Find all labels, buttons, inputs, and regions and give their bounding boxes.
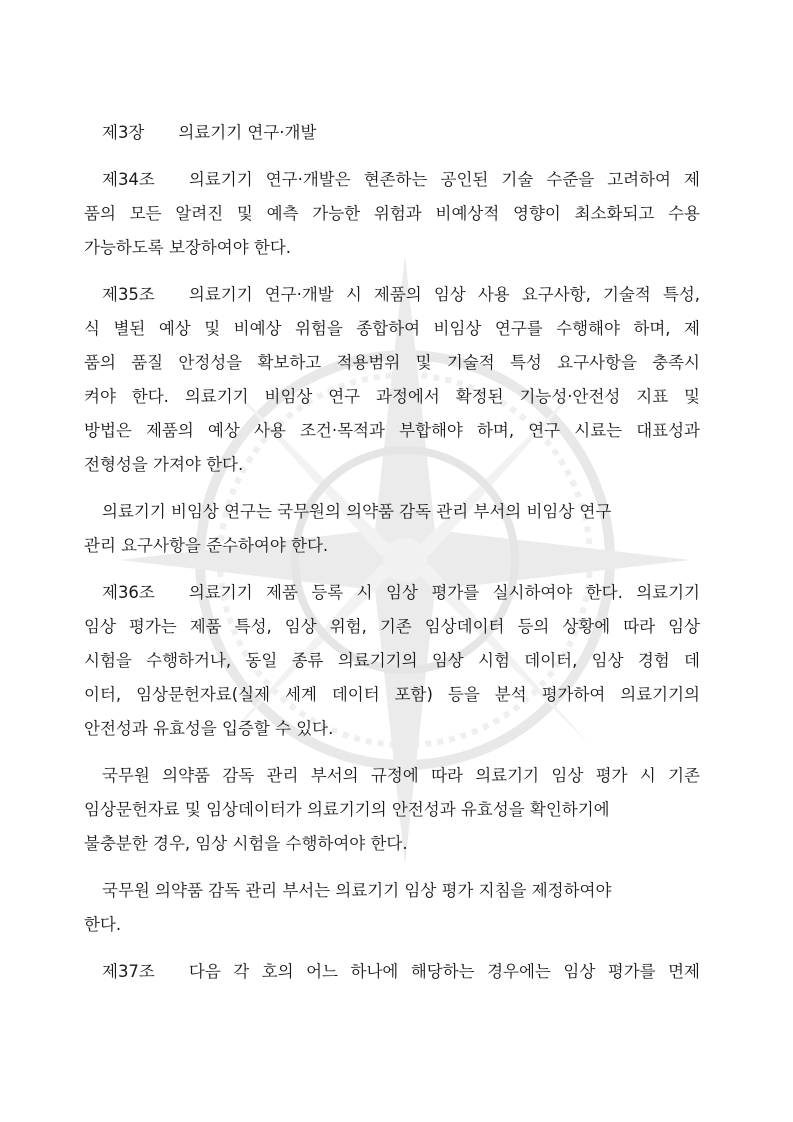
article-35-line-2: 식 별된 예상 및 비예상 위험을 종합하여 비임상 연구를 수행해야 하며, 제 (84, 319, 700, 338)
article-36-para-2-line-3: 불충분한 경우, 임상 시험을 수행하여야 한다. (84, 834, 408, 853)
article-36-para-2-line-2: 임상문헌자료 및 임상데이터가 의료기기의 안전성과 유효성을 확인하기에 (84, 800, 610, 819)
article-36-para-3-line-1: 국무원 의약품 감독 관리 부서는 의료기기 임상 평가 지침을 제정하여야 (102, 881, 612, 900)
article-35-line-6: 전형성을 가져야 한다. (84, 455, 244, 474)
article-35-line-5: 방법은 제품의 예상 사용 조건·목적과 부합해야 하며, 연구 시료는 대표성과 (84, 421, 700, 440)
article-36-line-2: 임상 평가는 제품 특성, 임상 위험, 기존 임상데이터 등의 상황에 따라 임상 (84, 617, 700, 636)
article-37-line-1 (84, 961, 700, 983)
article-label: 제36조 (102, 583, 155, 602)
article-text: 의료기기 제품 등록 시 임상 평가를 실시하여야 한다. 의료기기 (188, 583, 700, 602)
article-35-para-2-line-1: 의료기기 비임상 연구는 국무원의 의약품 감독 관리 부서의 비임상 연구 (102, 502, 612, 521)
article-36-para-2-line-1: 국무원 의약품 감독 관리 부서의 규정에 따라 의료기기 임상 평가 시 기존 (102, 766, 700, 785)
article-36-line-3: 시험을 수행하거나, 동일 종류 의료기기의 임상 시험 데이터, 임상 경험 데 (84, 651, 700, 670)
article-36-line-1 (84, 582, 700, 604)
article-34-line-3: 가능하도록 보장하여야 한다. (84, 238, 292, 257)
article-34-line-1 (84, 169, 700, 191)
chapter-label: 제3장 (102, 123, 145, 142)
article-label: 제35조 (102, 285, 155, 304)
article-35-para-2-line-2: 관리 요구사항을 준수하여야 한다. (84, 536, 329, 555)
article-label: 제37조 (102, 962, 155, 981)
article-label: 제34조 (102, 170, 155, 189)
article-text: 의료기기 연구·개발은 현존하는 공인된 기술 수준을 고려하여 제 (188, 170, 700, 189)
article-text: 의료기기 연구·개발 시 제품의 임상 사용 요구사항, 기술적 특성, (188, 285, 700, 304)
article-36-line-5: 안전성과 유효성을 입증할 수 있다. (84, 719, 334, 738)
article-35-line-3: 품의 품질 안정성을 확보하고 적용범위 및 기술적 특성 요구사항을 충족시 (84, 353, 700, 372)
article-36-line-4: 이터, 임상문헌자료(실제 세계 데이터 포함) 등을 분석 평가하여 의료기기의 (84, 685, 700, 704)
article-36-para-3-line-2: 한다. (84, 915, 122, 934)
chapter-title: 의료기기 연구·개발 (178, 123, 317, 142)
article-35-line-1 (84, 284, 700, 306)
chapter-heading (84, 122, 700, 144)
article-text: 다음 각 호의 어느 하나에 해당하는 경우에는 임상 평가를 면제 (188, 962, 700, 981)
article-35-line-4: 켜야 한다. 의료기기 비임상 연구 과정에서 확정된 기능성·안전성 지표 및 (84, 387, 700, 406)
article-34-line-2: 품의 모든 알려진 및 예측 가능한 위험과 비예상적 영향이 최소화되고 수용 (84, 204, 700, 223)
